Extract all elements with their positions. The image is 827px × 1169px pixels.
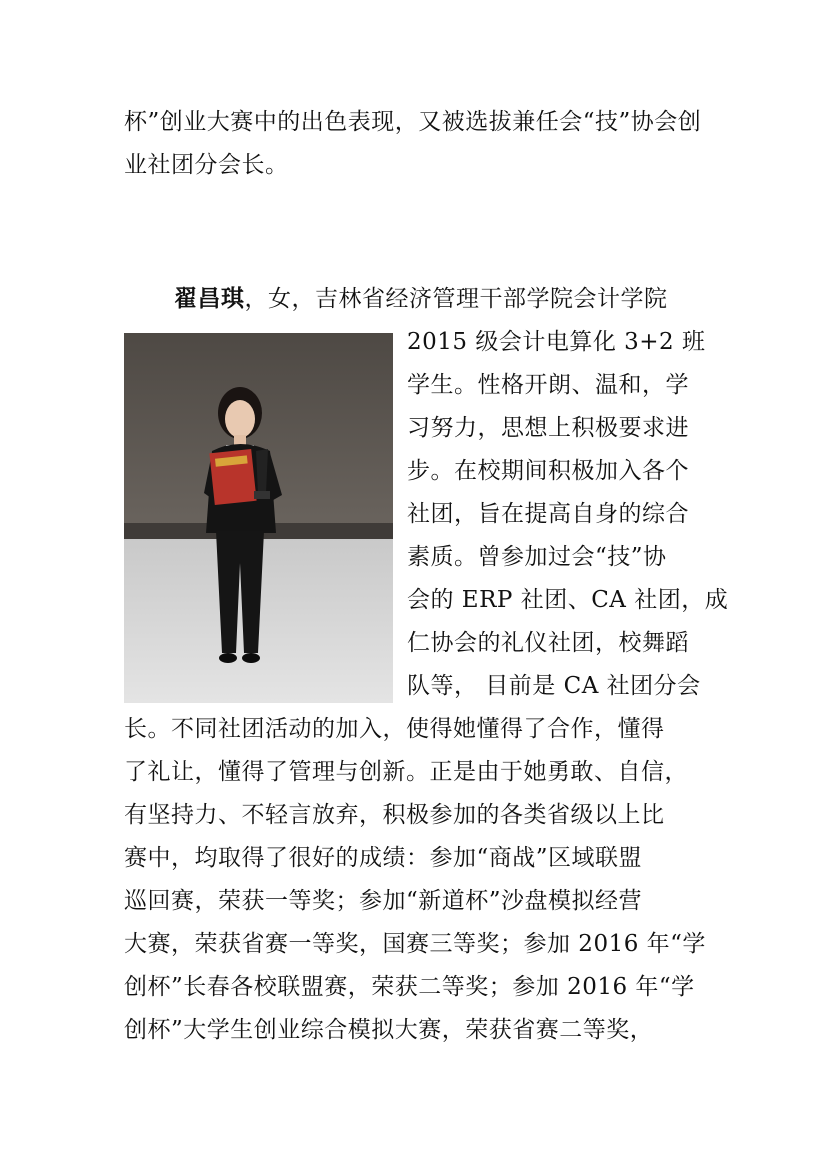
- side-line-4: 步。在校期间积极加入各个: [407, 458, 689, 484]
- full-line-6: 大赛，荣获省赛一等奖，国赛三等奖；参加 2016 年“学: [124, 931, 706, 957]
- full-line-2: 了礼让，懂得了管理与创新。正是由于她勇敢、自信，: [124, 759, 688, 785]
- side-line-5: 社团，旨在提高自身的综合: [407, 501, 689, 527]
- student-photo: [124, 333, 393, 703]
- full-line-3: 有坚持力、不轻言放弃，积极参加的各类省级以上比: [124, 802, 665, 828]
- side-line-9: 队等， 目前是 CA 社团分会: [407, 673, 701, 699]
- paragraph-1-line-2: 业社团分会长。: [124, 152, 289, 178]
- first-line-text: ，女，吉林省经济管理干部学院会计学院: [244, 286, 668, 312]
- full-line-5: 巡回赛，荣获一等奖；参加“新道杯”沙盘模拟经营: [124, 888, 643, 914]
- full-line-4: 赛中，均取得了很好的成绩：参加“商战”区域联盟: [124, 845, 643, 871]
- side-line-3: 习努力，思想上积极要求进: [407, 415, 689, 441]
- side-line-2: 学生。性格开朗、温和，学: [407, 372, 689, 398]
- student-name: 翟昌琪: [174, 285, 245, 312]
- full-line-8: 创杯”大学生创业综合模拟大赛，荣获省赛二等奖，: [124, 1017, 654, 1043]
- side-line-6: 素质。曾参加过会“技”协: [407, 544, 667, 570]
- full-line-7: 创杯”长春各校联盟赛，荣获二等奖；参加 2016 年“学: [124, 974, 695, 1000]
- paragraph-1-line-1: 杯”创业大赛中的出色表现，又被选拔兼任会“技”协会创: [124, 109, 702, 135]
- side-line-8: 仁协会的礼仪社团，校舞蹈: [407, 630, 689, 656]
- paragraph-2-first-line: [174, 284, 668, 314]
- student-portrait-photo-icon: [124, 333, 393, 703]
- side-line-1: 2015 级会计电算化 3+2 班: [407, 329, 706, 355]
- side-line-7: 会的 ERP 社团、CA 社团，成: [407, 587, 729, 613]
- full-line-1: 长。不同社团活动的加入，使得她懂得了合作，懂得: [124, 716, 665, 742]
